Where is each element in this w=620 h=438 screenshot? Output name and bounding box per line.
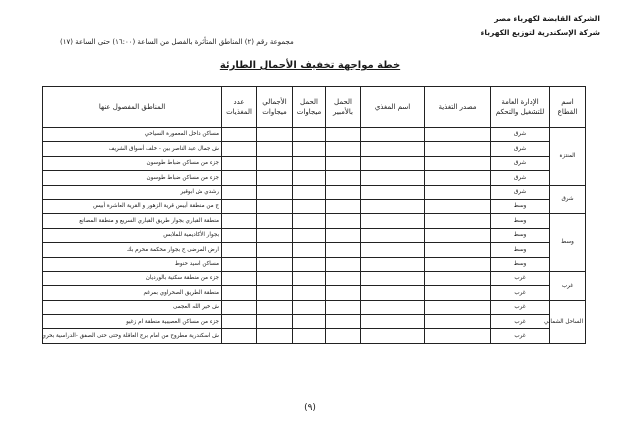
total-mw-cell bbox=[257, 286, 293, 300]
mgmt-cell: غرب bbox=[491, 271, 550, 285]
total-mw-cell bbox=[257, 185, 293, 199]
feeders-count-cell bbox=[222, 286, 257, 300]
total-mw-cell bbox=[257, 315, 293, 329]
source-cell bbox=[425, 214, 491, 228]
feeders-count-cell bbox=[222, 257, 257, 271]
load-mw-cell bbox=[293, 128, 326, 142]
col-mgmt: الإدارة العامة للتشغيل والتحكم bbox=[491, 87, 550, 128]
feeder-cell bbox=[361, 228, 425, 242]
mgmt-cell: وسط bbox=[491, 199, 550, 213]
area-cell: جزء من مساكن ضباط طوسون bbox=[43, 156, 222, 170]
source-cell bbox=[425, 199, 491, 213]
source-cell bbox=[425, 300, 491, 314]
load-mw-cell bbox=[293, 171, 326, 185]
total-mw-cell bbox=[257, 214, 293, 228]
feeder-cell bbox=[361, 257, 425, 271]
load-amp-cell bbox=[326, 329, 361, 343]
source-cell bbox=[425, 257, 491, 271]
feeders-count-cell bbox=[222, 142, 257, 156]
source-cell bbox=[425, 315, 491, 329]
table-row bbox=[43, 300, 586, 314]
area-cell: منطقة الطريق الصحراوي بمرغم bbox=[43, 286, 222, 300]
table-row bbox=[43, 271, 586, 285]
sector-cell: شرق bbox=[550, 185, 586, 214]
load-amp-cell bbox=[326, 271, 361, 285]
load-amp-cell bbox=[326, 286, 361, 300]
source-cell bbox=[425, 128, 491, 142]
feeder-cell bbox=[361, 329, 425, 343]
load-mw-cell bbox=[293, 286, 326, 300]
load-mw-cell bbox=[293, 300, 326, 314]
sector-cell: الساحل الشمالي bbox=[550, 300, 586, 343]
feeder-cell bbox=[361, 185, 425, 199]
feeders-count-cell bbox=[222, 214, 257, 228]
feeders-count-cell bbox=[222, 156, 257, 170]
feeder-cell bbox=[361, 271, 425, 285]
source-cell bbox=[425, 228, 491, 242]
feeder-cell bbox=[361, 156, 425, 170]
load-mw-cell bbox=[293, 271, 326, 285]
feeder-cell bbox=[361, 315, 425, 329]
area-cell: ش اسكندرية مطروح من امام برج العاقلة وحتى حتى الصفق -الدراسية بحري bbox=[43, 329, 222, 343]
area-cell: مساكن داخل المعمورة السياحي bbox=[43, 128, 222, 142]
table-row bbox=[43, 315, 586, 329]
load-amp-cell bbox=[326, 171, 361, 185]
feeders-count-cell bbox=[222, 315, 257, 329]
company-dist-name: شركة الإسكندرية لتوزيع الكهرباء bbox=[480, 28, 600, 37]
load-mw-cell bbox=[293, 243, 326, 257]
feeder-cell bbox=[361, 286, 425, 300]
mgmt-cell: وسط bbox=[491, 228, 550, 242]
load-mw-cell bbox=[293, 185, 326, 199]
load-amp-cell bbox=[326, 142, 361, 156]
feeders-count-cell bbox=[222, 199, 257, 213]
sector-cell: المنتزة bbox=[550, 128, 586, 186]
feeders-count-cell bbox=[222, 228, 257, 242]
source-cell bbox=[425, 286, 491, 300]
mgmt-cell: وسط bbox=[491, 257, 550, 271]
source-cell bbox=[425, 185, 491, 199]
total-mw-cell bbox=[257, 257, 293, 271]
table-row bbox=[43, 156, 586, 170]
load-amp-cell bbox=[326, 156, 361, 170]
feeder-cell bbox=[361, 128, 425, 142]
table-body bbox=[43, 128, 586, 344]
feeders-count-cell bbox=[222, 171, 257, 185]
mgmt-cell: شرق bbox=[491, 171, 550, 185]
source-cell bbox=[425, 156, 491, 170]
total-mw-cell bbox=[257, 199, 293, 213]
total-mw-cell bbox=[257, 243, 293, 257]
feeders-count-cell bbox=[222, 243, 257, 257]
load-amp-cell bbox=[326, 214, 361, 228]
load-mw-cell bbox=[293, 329, 326, 343]
total-mw-cell bbox=[257, 329, 293, 343]
area-cell: مساكن اسيد حنوط bbox=[43, 257, 222, 271]
load-amp-cell bbox=[326, 199, 361, 213]
table-row bbox=[43, 199, 586, 213]
load-mw-cell bbox=[293, 228, 326, 242]
load-amp-cell bbox=[326, 243, 361, 257]
area-cell: منطقة القباري بجوار طريق القباري السريع و منطقة المصانع bbox=[43, 214, 222, 228]
area-cell: جزء من مساكن العصيبية منطقة ام زغيو bbox=[43, 315, 222, 329]
source-cell bbox=[425, 142, 491, 156]
mgmt-cell: شرق bbox=[491, 142, 550, 156]
table-row bbox=[43, 171, 586, 185]
load-mw-cell bbox=[293, 142, 326, 156]
table-row bbox=[43, 228, 586, 242]
feeder-cell bbox=[361, 142, 425, 156]
load-amp-cell bbox=[326, 185, 361, 199]
load-amp-cell bbox=[326, 315, 361, 329]
area-cell: جزء من مساكن ضباط طوسون bbox=[43, 171, 222, 185]
table-row bbox=[43, 329, 586, 343]
mgmt-cell: شرق bbox=[491, 185, 550, 199]
mgmt-cell: غرب bbox=[491, 300, 550, 314]
total-mw-cell bbox=[257, 300, 293, 314]
total-mw-cell bbox=[257, 142, 293, 156]
load-mw-cell bbox=[293, 315, 326, 329]
table-row bbox=[43, 185, 586, 199]
mgmt-cell: شرق bbox=[491, 156, 550, 170]
total-mw-cell bbox=[257, 156, 293, 170]
col-total-mw: الأجمالي ميجاوات bbox=[257, 87, 293, 128]
table-row bbox=[43, 243, 586, 257]
company-header bbox=[481, 12, 600, 40]
table-row bbox=[43, 214, 586, 228]
area-cell: رشدي ش ابوقير bbox=[43, 185, 222, 199]
table-row bbox=[43, 128, 586, 142]
total-mw-cell bbox=[257, 128, 293, 142]
load-mw-cell bbox=[293, 257, 326, 271]
col-load-mw: الحمل ميجاوات bbox=[293, 87, 326, 128]
load-amp-cell bbox=[326, 128, 361, 142]
area-cell: ج من منطقة أبيس قرية الزهور و القرية العاشرة أبيس bbox=[43, 199, 222, 213]
feeder-cell bbox=[361, 171, 425, 185]
mgmt-cell: غرب bbox=[491, 315, 550, 329]
source-cell bbox=[425, 271, 491, 285]
table-row bbox=[43, 286, 586, 300]
source-cell bbox=[425, 171, 491, 185]
feeders-count-cell bbox=[222, 128, 257, 142]
group-note: مجموعة رقم (٢) المناطق المتأثرة بالفصل من الساعة (١٦:٠٠) حتى الساعة (١٧) bbox=[60, 38, 294, 46]
feeders-count-cell bbox=[222, 300, 257, 314]
col-source: مصدر التغذية bbox=[425, 87, 491, 128]
table-row bbox=[43, 142, 586, 156]
page-title: خطة مواجهة تخفيف الأحمال الطارئة bbox=[219, 60, 401, 71]
company-holding-name: الشركة القابضة لكهرباء مصر bbox=[494, 14, 600, 23]
source-cell bbox=[425, 243, 491, 257]
load-amp-cell bbox=[326, 228, 361, 242]
col-load-amp: الحمل بالأمبير bbox=[326, 87, 361, 128]
mgmt-cell: غرب bbox=[491, 286, 550, 300]
col-feeder: اسم المغذي bbox=[361, 87, 425, 128]
load-mw-cell bbox=[293, 156, 326, 170]
sector-cell: غرب bbox=[550, 271, 586, 300]
feeder-cell bbox=[361, 214, 425, 228]
area-cell: بجوار الأكاديمية للملابس bbox=[43, 228, 222, 242]
load-amp-cell bbox=[326, 300, 361, 314]
sector-cell: وسط bbox=[550, 214, 586, 272]
feeder-cell bbox=[361, 199, 425, 213]
load-shedding-table bbox=[42, 86, 586, 344]
feeders-count-cell bbox=[222, 329, 257, 343]
load-amp-cell bbox=[326, 257, 361, 271]
total-mw-cell bbox=[257, 228, 293, 242]
table-row bbox=[43, 257, 586, 271]
table-header-row bbox=[43, 87, 586, 128]
area-cell: ارض المرضى ج بجوار محكمة محرم بك bbox=[43, 243, 222, 257]
area-cell: ش خير الله العجمى bbox=[43, 300, 222, 314]
feeder-cell bbox=[361, 300, 425, 314]
area-cell: جزء من منطقة سكنية بالورديان bbox=[43, 271, 222, 285]
feeders-count-cell bbox=[222, 185, 257, 199]
load-mw-cell bbox=[293, 214, 326, 228]
col-sector: اسم القطاع bbox=[550, 87, 586, 128]
mgmt-cell: شرق bbox=[491, 128, 550, 142]
mgmt-cell: وسط bbox=[491, 243, 550, 257]
col-areas: المناطق المفصول عنها bbox=[43, 87, 222, 128]
feeder-cell bbox=[361, 243, 425, 257]
area-cell: ش جمال عبد الناصر بين - خلف أسواق الشريف bbox=[43, 142, 222, 156]
total-mw-cell bbox=[257, 171, 293, 185]
load-mw-cell bbox=[293, 199, 326, 213]
page-number: (٩) bbox=[304, 403, 316, 413]
col-feeders-count: عدد المغذيات bbox=[222, 87, 257, 128]
source-cell bbox=[425, 329, 491, 343]
total-mw-cell bbox=[257, 271, 293, 285]
mgmt-cell: غرب bbox=[491, 329, 550, 343]
feeders-count-cell bbox=[222, 271, 257, 285]
mgmt-cell: وسط bbox=[491, 214, 550, 228]
